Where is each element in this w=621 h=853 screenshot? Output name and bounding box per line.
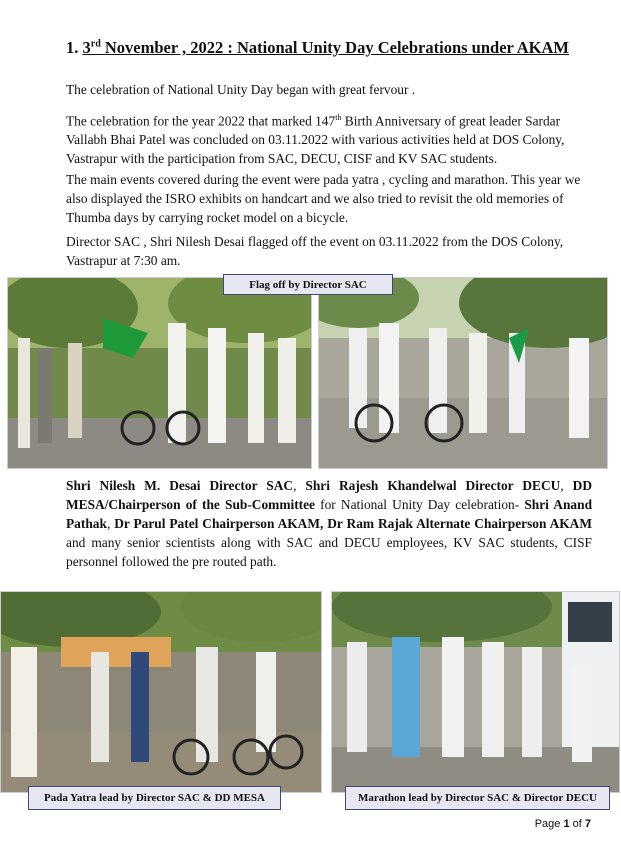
- paragraph-flag-off: Director SAC , Shri Nilesh Desai flagged off the event on 03.11.2022 from the DOS Colony, Vastrapur at 7:30 am.: [66, 234, 564, 268]
- caption-flag-off: Flag off by Director SAC: [223, 274, 393, 295]
- page-of: of: [569, 818, 585, 830]
- photo-marathon: [331, 591, 620, 793]
- credit-anand-pathak: Shri Anand Pathak: [66, 497, 593, 531]
- heading-text: [83, 38, 570, 57]
- paragraph-intro: The celebration of National Unity Day began with great fervour .: [66, 82, 416, 97]
- page-number: [535, 818, 591, 830]
- credit-text-5: and many senior scientists along with SAC and DECU employees, KV SAC students, CISF personnel followed the pre routed path.: [66, 535, 592, 569]
- credit-director-decu: Shri Rajesh Khandelwal Director DECU: [305, 478, 561, 493]
- caption-pada-yatra: Pada Yatra lead by Director SAC & DD MESA: [28, 786, 281, 810]
- page-label: Page: [534, 818, 564, 830]
- credit-sep-4: ,: [106, 516, 115, 531]
- heading-rest: November , 2022 : National Unity Day Celebrations under AKAM: [100, 38, 570, 57]
- photo-flag-off-left: [7, 277, 312, 469]
- paragraph-anniversary: [66, 108, 594, 168]
- paragraph-anniversary-part2: Birth Anniversary of great leader Sardar Vallabh Bhai Patel was concluded on 03.11.2022 with various activities held at DOS Colony, Vastrapur with the participation from SAC, DECU, CISF and KV SAC students.: [66, 113, 565, 167]
- page-total: 7: [584, 818, 591, 830]
- heading-number: 1.: [66, 38, 79, 57]
- page-current: 1: [563, 818, 570, 830]
- caption-marathon: Marathon lead by Director SAC & Director DECU: [345, 786, 610, 810]
- photo-flag-off-right: [318, 277, 608, 469]
- credit-dd-mesa: DD MESA/Chairperson of the Sub-Committee: [66, 478, 593, 512]
- credit-akam-chairs: Dr Parul Patel Chairperson AKAM, Dr Ram Rajak Alternate Chairperson AKAM: [114, 516, 592, 531]
- paragraph-anniversary-sup: th: [335, 113, 342, 122]
- heading-day: 3: [82, 38, 91, 57]
- section-heading: [66, 38, 569, 58]
- credit-sep-1: ,: [293, 478, 306, 493]
- credit-sep-2: ,: [560, 478, 573, 493]
- paragraph-anniversary-part1: The celebration for the year 2022 that marked 147: [66, 113, 336, 129]
- credit-director-sac: Shri Nilesh M. Desai Director SAC: [66, 478, 294, 493]
- paragraph-events: The main events covered during the event were pada yatra , cycling and marathon. This year we also displayed the ISRO exhibits on handcart and we also tried to revisit the old memories of Thumba days by carrying rocket model on a bicycle.: [66, 172, 581, 225]
- credit-text-3: for National Unity Day celebration-: [315, 497, 525, 512]
- paragraph-credits: [66, 476, 592, 571]
- heading-day-suffix: rd: [90, 38, 101, 50]
- photo-pada-yatra: [0, 591, 322, 793]
